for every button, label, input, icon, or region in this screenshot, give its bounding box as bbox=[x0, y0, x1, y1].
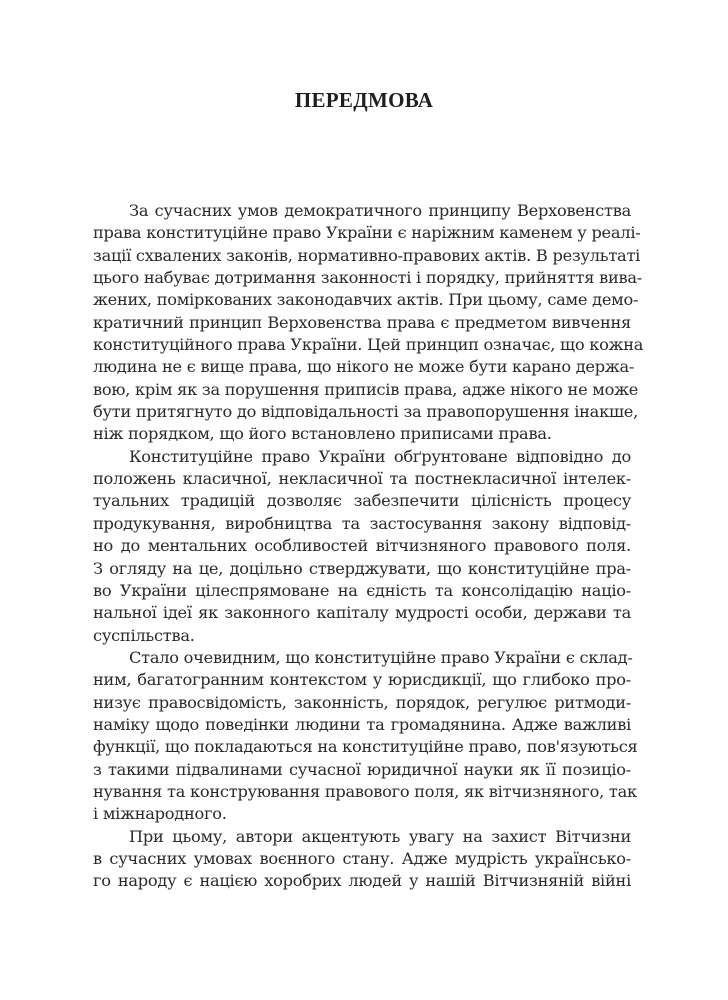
text-line: во України цілеспрямоване на єдність та консолідацію націо- bbox=[93, 580, 631, 600]
text-line: жених, поміркованих законодавчих актів. При цьому, саме демо- bbox=[93, 290, 639, 310]
text-line: наміку щодо поведінки людини та громадянина. Адже важливі bbox=[93, 714, 631, 734]
page-title: ПЕРЕДМОВА bbox=[294, 88, 434, 112]
paragraph-3 bbox=[93, 647, 638, 826]
text-line: го народу є нацією хоробрих людей у нашій Вітчизняній війні bbox=[93, 871, 631, 891]
text-line: При цьому, автори акцентують увагу на захист Вітчизни bbox=[129, 826, 631, 846]
text-line: Конституційне право України обґрунтоване відповідно до bbox=[129, 446, 631, 466]
text-line: кратичний принцип Верховенства права є предметом вивчення bbox=[93, 312, 631, 332]
text-line: низує правосвідомість, законність, порядок, регулює ритмоди- bbox=[93, 692, 631, 712]
text-line: Стало очевидним, що конституційне право України є склад- bbox=[129, 647, 633, 667]
text-line: права конституційне право України є наріжним каменем у реалі- bbox=[93, 223, 641, 243]
text-line: За сучасних умов демократичного принципу Верховенства bbox=[129, 201, 631, 220]
text-line: бути притягнуто до відповідальності за правопорушення інакше, bbox=[93, 402, 638, 422]
text-line: продукування, виробництва та застосування закону відповід- bbox=[93, 513, 631, 533]
text-line: вою, крім як за порушення приписів права, адже нікого не може bbox=[93, 379, 639, 399]
text-line: положень класичної, некласичної та постнекласичної інтелек- bbox=[93, 469, 631, 489]
text-line: З огляду на це, доцільно стверджувати, що конституційне пра- bbox=[93, 558, 631, 578]
paragraph-1 bbox=[93, 200, 644, 446]
text-line: конституційного права України. Цей принцип означає, що кожна bbox=[93, 335, 644, 355]
paragraph-4 bbox=[93, 826, 631, 893]
text-line: нальної ідеї як законного капіталу мудрості особи, держави та bbox=[93, 603, 631, 623]
text-line: ніж порядком, що його встановлено приписами права. bbox=[93, 424, 552, 444]
text-line: ним, багатогранним контекстом у юрисдикції, що глибоко про- bbox=[93, 670, 631, 690]
text-line: зації схвалених законів, нормативно-правових актів. В результаті bbox=[93, 245, 641, 265]
text-line: і міжнародного. bbox=[93, 804, 227, 824]
text-line: в сучасних умовах воєнного стану. Адже мудрість українсько- bbox=[93, 848, 631, 868]
text-line: цього набуває дотримання законності і порядку, прийняття вива- bbox=[93, 268, 642, 288]
text-line: но до ментальних особливостей вітчизняного правового поля. bbox=[93, 536, 631, 556]
text-line: з такими підвалинами сучасної юридичної науки як її позиціо- bbox=[93, 759, 631, 779]
text-line: суспільства. bbox=[93, 625, 195, 645]
text-line: нування та конструювання правового поля, як вітчизняного, так bbox=[93, 781, 637, 801]
text-line: туальних традицій дозволяє забезпечити цілісність процесу bbox=[93, 491, 631, 511]
text-line: функції, що покладаються на конституційне право, пов'язуються bbox=[93, 737, 638, 757]
paragraph-2 bbox=[93, 446, 631, 647]
text-line: людина не є вище права, що нікого не може бути карано держа- bbox=[93, 357, 635, 377]
body-text bbox=[93, 200, 644, 893]
